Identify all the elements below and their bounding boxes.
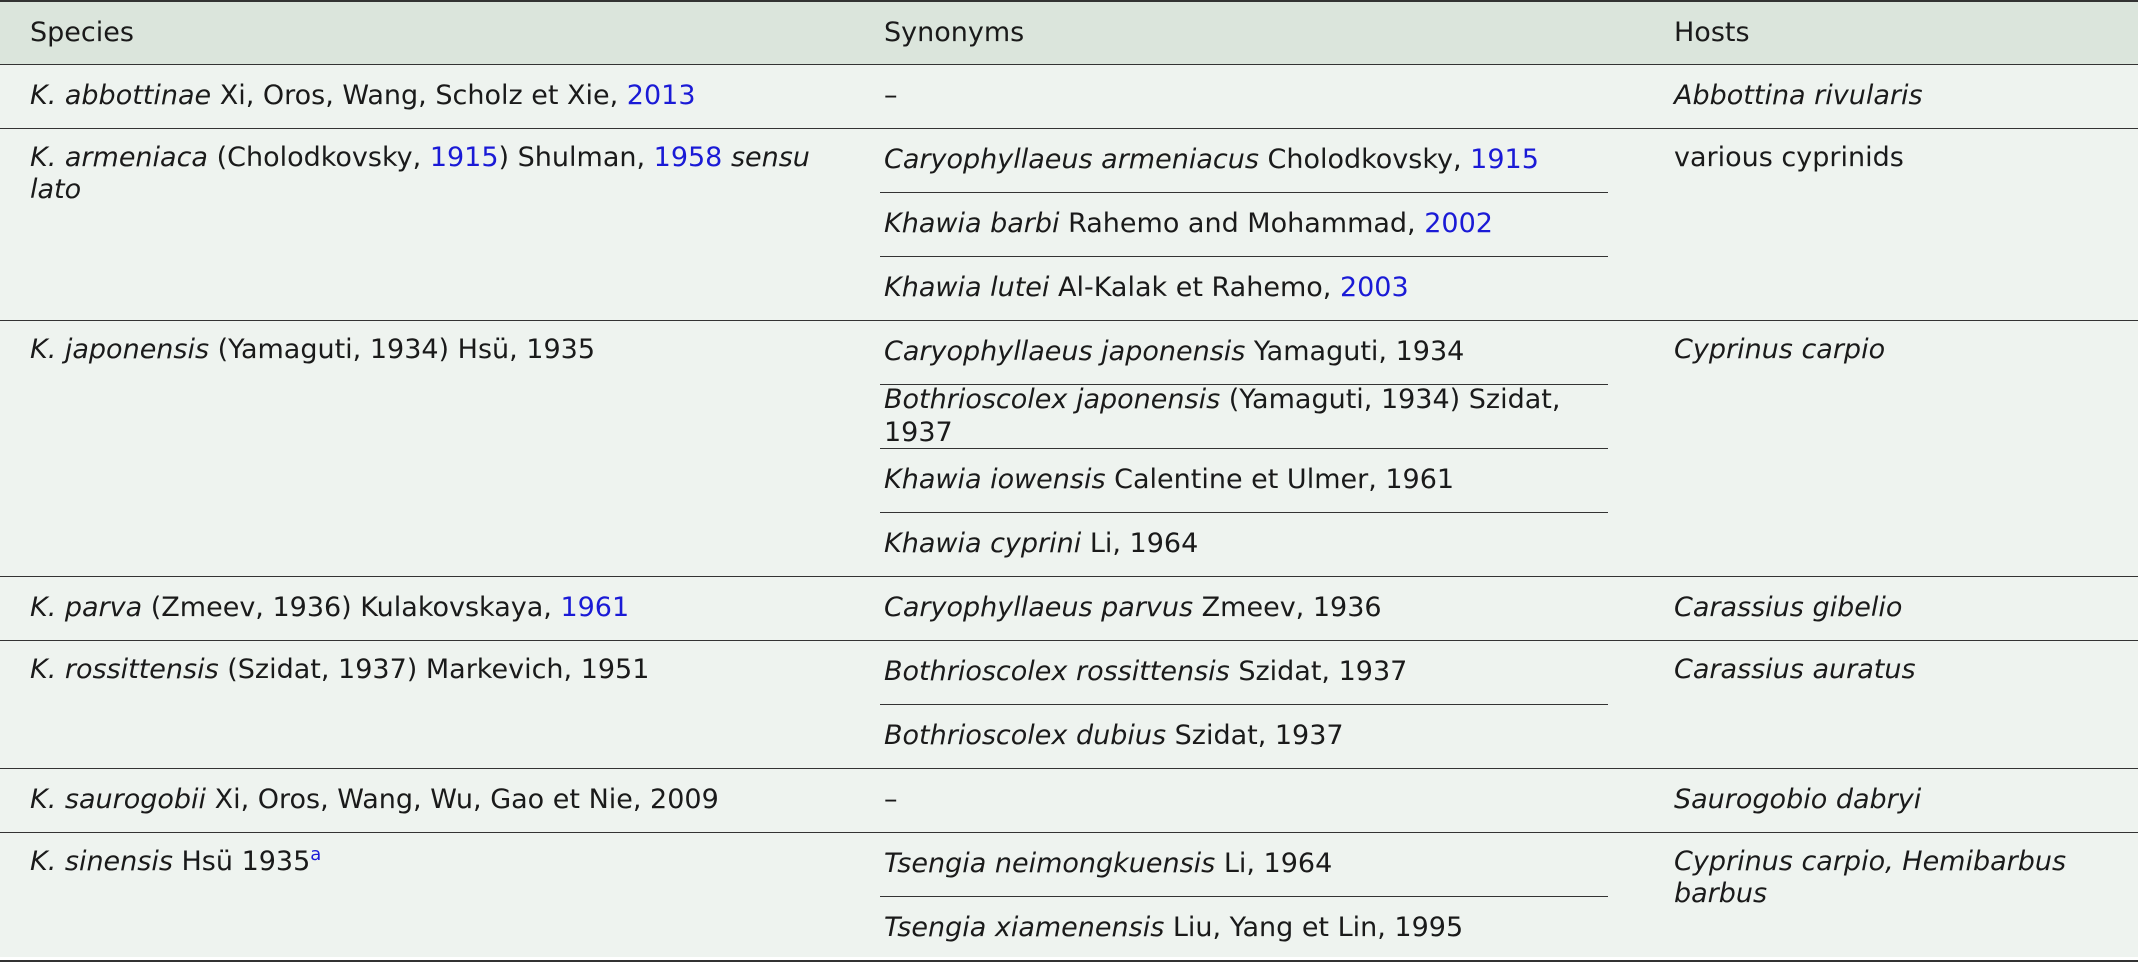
species-cell xyxy=(0,129,854,321)
synonym-authors: Yamaguti, 1934 xyxy=(1245,336,1465,368)
synonym-name: Khawia barbi xyxy=(884,208,1060,240)
host-cell xyxy=(1644,641,2138,769)
table-row xyxy=(0,641,2138,705)
host-name: Carassius auratus xyxy=(1674,654,1916,685)
species-authors: (Cholodkovsky, xyxy=(207,142,430,173)
species-cell xyxy=(0,641,854,769)
synonym-name: Khawia lutei xyxy=(884,272,1050,304)
synonym-name: Khawia cyprini xyxy=(884,528,1082,560)
synonym-cell xyxy=(854,192,1644,256)
reference-link[interactable]: 1915 xyxy=(1470,144,1539,176)
table-row xyxy=(0,833,2138,897)
species-authors: Xi, Oros, Wang, Wu, Gao et Nie, 2009 xyxy=(206,784,719,816)
synonym-name: Khawia iowensis xyxy=(884,464,1106,496)
header-species: Species xyxy=(0,1,854,65)
species-cell xyxy=(0,577,854,641)
host-cell xyxy=(1644,129,2138,321)
species-cell xyxy=(0,833,854,962)
species-authors: Hsü 1935 xyxy=(172,846,311,877)
synonym-cell xyxy=(854,641,1644,705)
reference-link[interactable]: 2002 xyxy=(1424,208,1493,240)
reference-link[interactable]: 1915 xyxy=(429,142,499,173)
species-name: K. sinensis xyxy=(30,846,173,877)
species-name: K. abbottinae xyxy=(30,80,212,112)
table-row xyxy=(0,769,2138,833)
host-name: Cyprinus carpio xyxy=(1674,334,1886,365)
synonym-cell xyxy=(854,769,1644,833)
species-cell xyxy=(0,321,854,577)
synonym-name: Bothrioscolex japonensis xyxy=(884,384,1221,416)
synonym-cell xyxy=(854,448,1644,512)
synonym-authors: Zmeev, 1936 xyxy=(1193,592,1382,624)
species-name: K. rossittensis xyxy=(30,654,219,685)
synonym-name: Bothrioscolex rossittensis xyxy=(884,656,1230,688)
reference-link[interactable]: 1961 xyxy=(560,592,630,624)
species-authors: (Szidat, 1937) Markevich, 1951 xyxy=(218,654,650,685)
host-name: Abbottina rivularis xyxy=(1674,80,1923,112)
synonym-cell xyxy=(854,577,1644,641)
host-cell xyxy=(1644,833,2138,962)
sensu-lato: sensu lato xyxy=(30,142,810,206)
reference-link[interactable]: 1958 xyxy=(653,142,723,173)
species-cell xyxy=(0,65,854,129)
synonym-authors: Liu, Yang et Lin, 1995 xyxy=(1164,912,1464,944)
species-authors: (Zmeev, 1936) Kulakovskaya, xyxy=(142,592,561,624)
host-name: Saurogobio dabryi xyxy=(1674,784,1922,816)
header-synonyms: Synonyms xyxy=(854,1,1644,65)
synonym-cell xyxy=(854,512,1644,577)
synonym-authors: Calentine et Ulmer, 1961 xyxy=(1105,464,1455,496)
species-cell xyxy=(0,769,854,833)
table-header xyxy=(0,1,2138,65)
synonym-authors: Szidat, 1937 xyxy=(1166,720,1344,752)
species-name: K. japonensis xyxy=(30,334,210,365)
synonym-name: Caryophyllaeus armeniacus xyxy=(884,144,1259,176)
synonym-authors: Cholodkovsky, xyxy=(1258,144,1471,176)
synonym-authors: Rahemo and Mohammad, xyxy=(1059,208,1425,240)
host-name: various cyprinids xyxy=(1674,142,1904,173)
synonym-cell xyxy=(854,65,1644,129)
header-hosts: Hosts xyxy=(1644,1,2138,65)
host-cell xyxy=(1644,321,2138,577)
synonym-cell xyxy=(854,896,1644,961)
synonym-name: Caryophyllaeus japonensis xyxy=(884,336,1246,368)
host-name: Cyprinus carpio, Hemibarbus barbus xyxy=(1674,846,2067,910)
table-row xyxy=(0,321,2138,385)
synonym-name: Bothrioscolex dubius xyxy=(884,720,1167,752)
synonym-cell xyxy=(854,833,1644,897)
species-authors: Xi, Oros, Wang, Scholz et Xie, xyxy=(211,80,627,112)
synonym-authors: Al-Kalak et Rahemo, xyxy=(1049,272,1340,304)
table-body xyxy=(0,65,2138,962)
species-authors: (Yamaguti, 1934) Hsü, 1935 xyxy=(209,334,596,365)
table-row xyxy=(0,129,2138,193)
synonym-authors: Li, 1964 xyxy=(1215,848,1333,880)
synonym-authors: (Yamaguti, 1934) Szidat, 1937 xyxy=(884,384,1561,448)
header-row xyxy=(0,1,2138,65)
synonym-cell xyxy=(854,256,1644,321)
host-cell xyxy=(1644,577,2138,641)
species-name: K. saurogobii xyxy=(30,784,207,816)
species-authors: ) Shulman, xyxy=(498,142,654,173)
synonym-none: – xyxy=(884,80,898,112)
species-name: K. armeniaca xyxy=(30,142,208,173)
species-name: K. parva xyxy=(30,592,143,624)
synonym-authors: Szidat, 1937 xyxy=(1229,656,1408,688)
synonym-cell xyxy=(854,704,1644,769)
table-row xyxy=(0,577,2138,641)
host-cell xyxy=(1644,65,2138,129)
synonym-name: Caryophyllaeus parvus xyxy=(884,592,1194,624)
synonym-cell xyxy=(854,129,1644,193)
synonym-cell xyxy=(854,384,1644,448)
synonym-none: – xyxy=(884,784,898,816)
footnote-marker[interactable]: a xyxy=(310,844,322,865)
synonym-cell xyxy=(854,321,1644,385)
synonym-name: Tsengia xiamenensis xyxy=(884,912,1165,944)
host-name: Carassius gibelio xyxy=(1674,592,1903,624)
host-cell xyxy=(1644,769,2138,833)
synonym-name: Tsengia neimongkuensis xyxy=(884,848,1216,880)
reference-link[interactable]: 2013 xyxy=(626,80,696,112)
synonym-authors: Li, 1964 xyxy=(1081,528,1199,560)
reference-link[interactable]: 2003 xyxy=(1339,272,1409,304)
table-row xyxy=(0,65,2138,129)
